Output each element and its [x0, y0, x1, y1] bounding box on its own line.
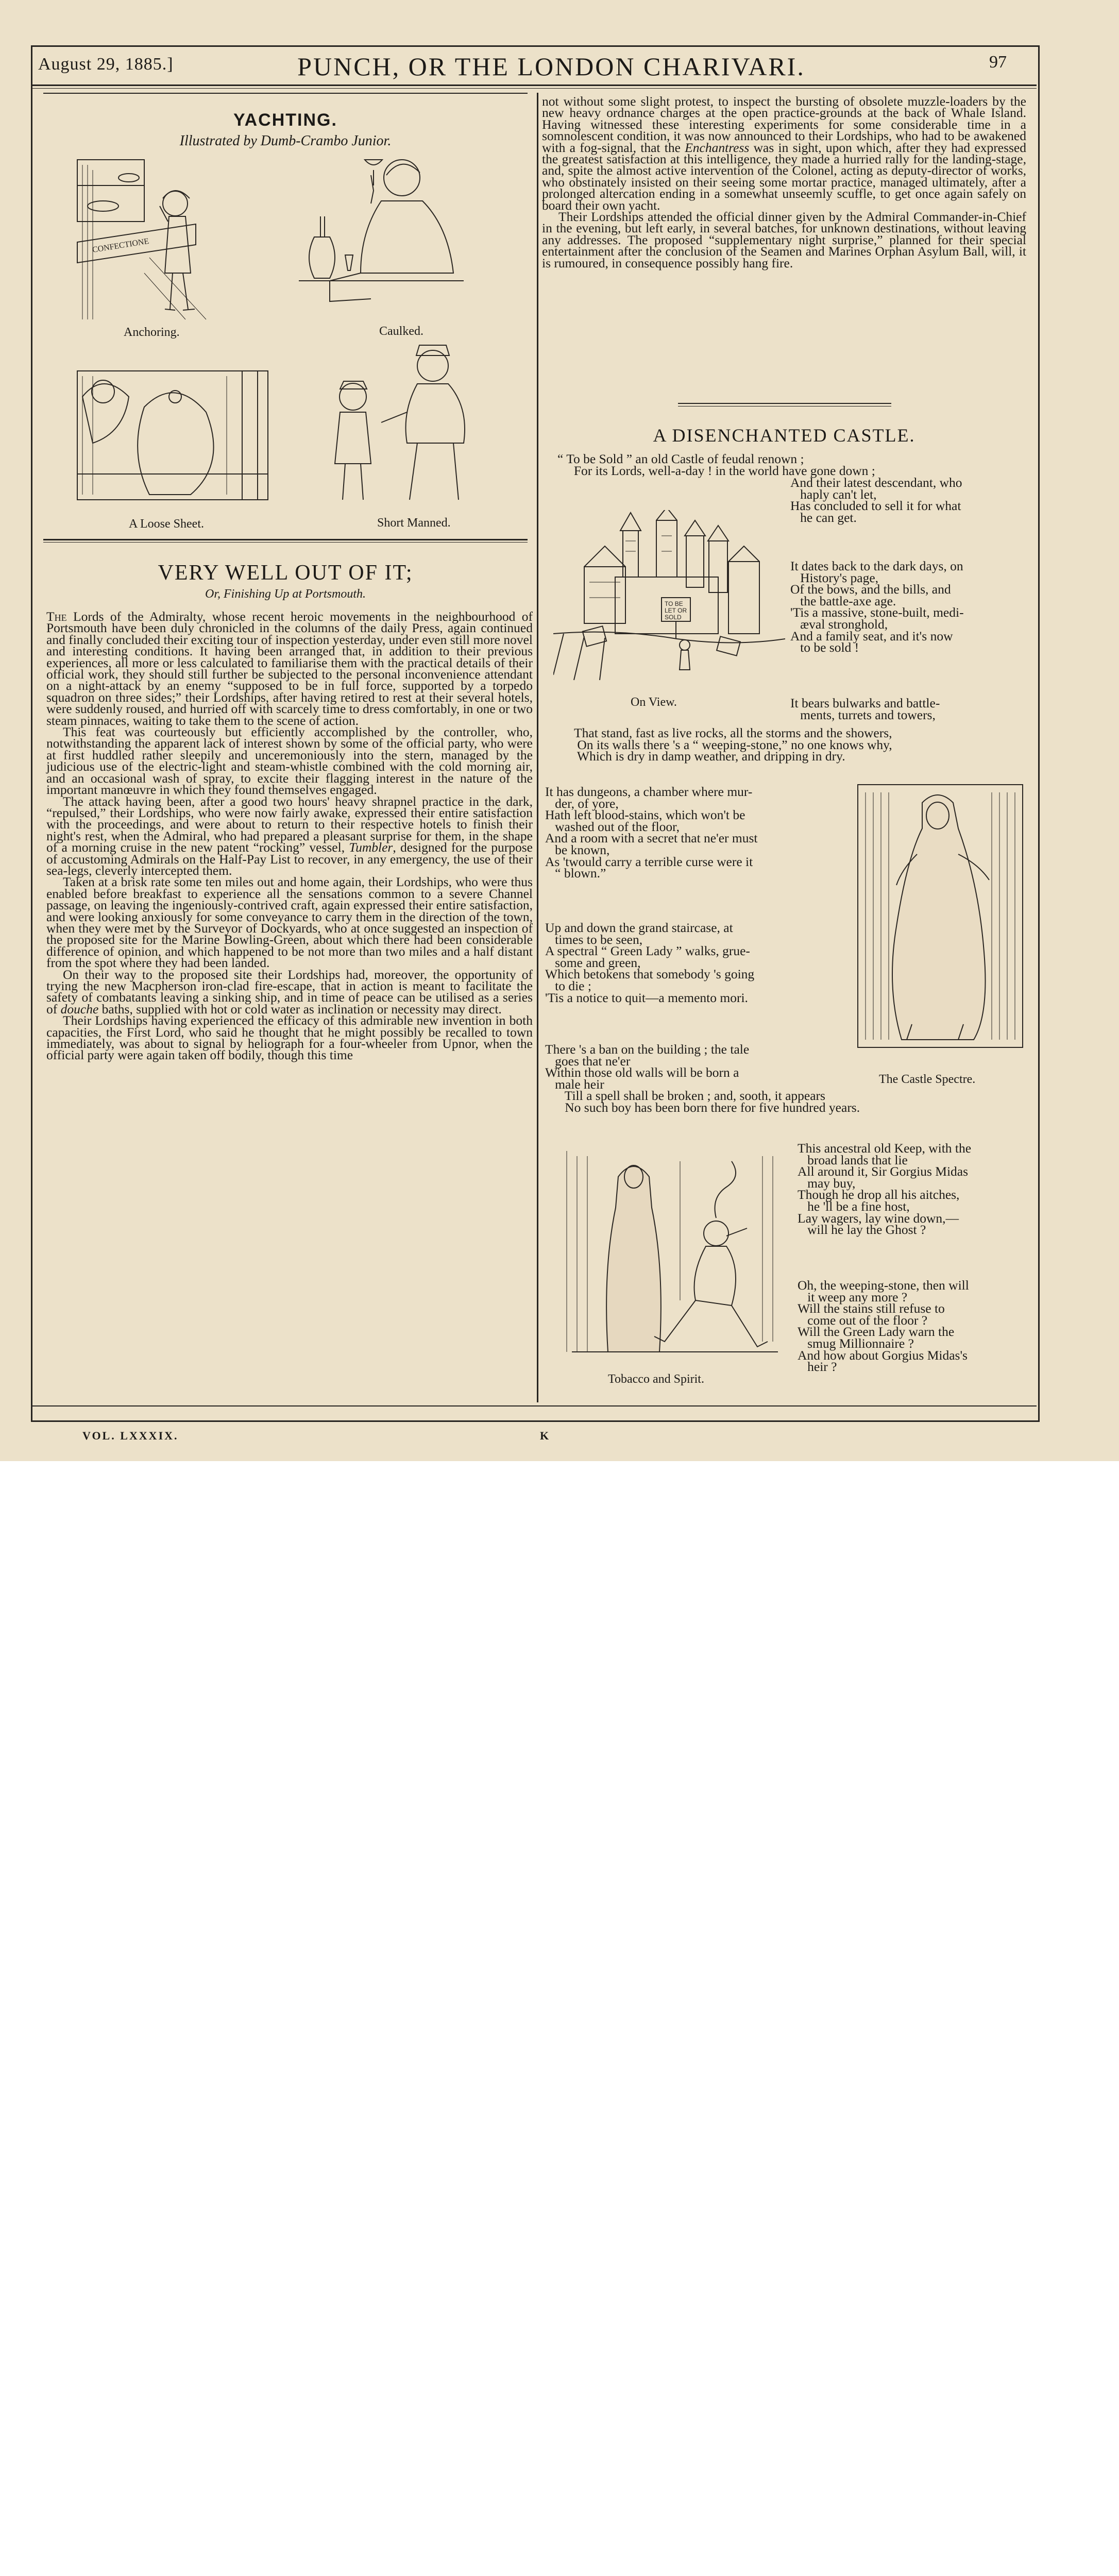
caption-castle-spectre: The Castle Spectre. — [879, 1073, 976, 1086]
castle-spectre-illustration — [855, 782, 1025, 1050]
yachting-subtitle: Illustrated by Dumb-Crambo Junior. — [179, 133, 392, 149]
article-paragraph-2: This feat was courteously but efficiently accomplished by the controller, who, notwithstanding the apparent lack of interest shown by some of the official party, who were at first huddled rather sleepily and unceremoniously into the stern, managed by the judicious use of the electric-light and steam-whistle combined with the cold morning air, and an occasional wash of spray, to excite their flagging interest in the nature of the important manœuvre in which they found themselves engaged. — [46, 724, 533, 798]
poem-stanza-2: It dates back to the dark days, on History's page, Of the bows, and the bills, and the battle-axe age. 'Tis a massive, stone-built, medi- æval stronghold, And a family seat, and it's now to be sold ! — [790, 558, 964, 655]
article-subtitle: Or, Finishing Up at Portsmouth. — [205, 587, 366, 601]
header-rule-thin — [31, 88, 1037, 89]
volume-number: VOL. LXXXIX. — [82, 1429, 179, 1442]
caption-loose-sheet: A Loose Sheet. — [129, 517, 204, 531]
poem-stanza-8: Oh, the weeping-stone, then will it weep any more ? Will the stains still refuse to come out of the floor ? Will the Green Lady warn the smug Millionnaire ? And how about Gorgius Midas's heir ? — [798, 1278, 969, 1375]
article-lead-word: The — [46, 609, 67, 624]
page-number: 97 — [989, 53, 1007, 72]
footer-rule — [31, 1405, 1037, 1406]
article-paragraph-3a: The attack having been, after a good two hours' heavy shrapnel practice in the dark, “repulsed,” their Lordships, who were now fairly awake, expressed their entire satisfaction with the proceedings, and were about to return to their respective hotels to finish their night's rest, when the Admiral, who had prepared a pleasant surprise for them, in the shape of a morning cruise in the new patent “rocking” vessel, — [46, 793, 533, 855]
article-paragraph-5b: baths, supplied with hot or cold water as inclination or necessity may direct. — [101, 1001, 502, 1016]
castle-illustration — [553, 510, 785, 685]
section-rule — [43, 539, 528, 540]
poem-stanza-6: There 's a ban on the building ; the tale goes that ne'er Within those old walls will be born a male heir Till a spell shall be broken ; and, sooth, it appears No such boy has been born there for five hundred years. — [545, 1042, 860, 1115]
section-rule-thin — [43, 542, 528, 543]
yachting-top-rule — [43, 93, 528, 94]
poem-rule — [678, 403, 891, 404]
poem-stanza-4: It has dungeons, a chamber where mur- der, of yore, Hath left blood-stains, which won't be washed out of the floor, And a room with a secret that ne'er must be known, As 'twould carry a terrible curse were it “ blown.” — [545, 784, 758, 881]
poem-stanza-7: This ancestral old Keep, with the broad lands that lie All around it, Sir Gorgius Midas may buy, Though he drop all his aitches, he 'll be a fine host, Lay wagers, lay wine down,— will he lay the Ghost ? — [798, 1141, 972, 1238]
caption-tobacco-and-spirit: Tobacco and Spirit. — [608, 1372, 704, 1386]
article-paragraph-5a: On their way to the proposed site their Lordships had, moreover, the opportunity of trying the new Macpherson iron-clad fire-escape, that in action is meant to facilitate the safety of combatants leaving a sinking ship, and in time of peace can be utilised as a series of — [46, 967, 533, 1016]
article-continued-2: Their Lordships attended the official dinner given by the Admiral Commander-in-Chief in the evening, but left early, in several batches, for unknown destinations, without leaving any addresses. The proposed “supplementary night surprise,” planned for their special entertainment after the conclusion of the Seamen and Marines Orphan Asylum Ball, will, it is rumoured, in consequence possibly hang fire. — [542, 209, 1026, 270]
caption-anchoring: Anchoring. — [124, 326, 180, 339]
article-continued-1a: not without some slight protest, to inspect the bursting of obsolete muzzle-loaders by the new heavy ordnance charges at the open practice-grounds at the back of Whale Island. Having witnessed these interesting experiments for some considerable time in a somnolescent condition, it was now announced to their Lordships, who had to be awakened with a fog-signal, that the — [542, 94, 1026, 155]
caulked-illustration — [299, 160, 464, 301]
article-title: VERY WELL OUT OF IT; — [158, 561, 413, 585]
douche-word: douche — [60, 1001, 99, 1016]
confectioner-sign: CONFECTIONE — [91, 236, 150, 255]
poem-stanza-1: And their latest descendant, who haply can't let, Has concluded to sell it for what he can get. — [790, 475, 962, 525]
masthead-title: PUNCH, OR THE LONDON CHARIVARI. — [297, 52, 805, 81]
caption-short-manned: Short Manned. — [377, 516, 451, 530]
article-body-right — [542, 96, 1026, 269]
library-footer-bar — [0, 1461, 1119, 1544]
ship-name-enchantress: Enchantress — [685, 140, 750, 155]
caption-on-view: On View. — [631, 696, 677, 709]
ship-name-tumbler: Tumbler — [349, 840, 393, 855]
poem-stanza-3-full: That stand, fast as live rocks, all the storms and the showers, On its walls there 's a “ weeping-stone,” no one knows why, Which is dry in damp weather, and dripping in dry. — [574, 725, 892, 764]
signature-mark: K — [540, 1429, 549, 1442]
header-rule — [31, 84, 1037, 86]
poem-opening: “ To be Sold ” an old Castle of feudal renown ; For its Lords, well-a-day ! in the world have gone down ; — [557, 451, 875, 478]
article-paragraph-1: Lords of the Admiralty, whose recent heroic movements in the neighbourhood of Portsmouth have been duly chronicled in the columns of the daily Press, again continued and finally concluded their exciting tour of inspection yesterday, under even still more novel and interesting conditions. It having been arranged that, in addition to their previous experiences, all more or less calculated to familiarise them with the practical details of their official work, they should still further be subjected to the personal inconvenience attendant on a night-attack by an enemy “supposed to be in full force, supported by a torpedo squadron on three sides;” their Lordships, after having retired to rest at their several hotels, were suddenly roused, and hurried off with scarcely time to dress comfortably, in one or two steam pinnaces, waiting to take them to the scene of action. — [46, 609, 533, 728]
caption-caulked: Caulked. — [379, 325, 423, 338]
article-paragraph-4: Taken at a brisk rate some ten miles out and home again, their Lordships, who were thus enabled before breakfast to experience all the sensations common to a severe Channel passage, on leaving the ingeniously-contrived craft, again expressed their entire satisfaction, and were looking anxiously for some conveyance to carry them in the direction of the town, when they were met by the Surveyor of Dockyards, who at once suggested an inspection of the proposed site for the Marine Bowling-Green, about which there had been considerable difference of opinion, and which happened to be not more than two miles and a half distant from the spot where they had been landed. — [46, 874, 533, 971]
short-manned-illustration — [335, 345, 465, 500]
article-continued-1b: was in sight, upon which, after they had expressed the greatest satisfaction at this intelligence, they made a hurried rally for the landing-stage, and, spite the almost active intervention of the Colonel, acting as deputy-director of works, who obstinately insisted on their seeing some mortar practice, managed ultimately, after a prolonged altercation ending in a somewhat unseemly scuffle, to get once again safely on board their own yacht. — [542, 140, 1026, 213]
yachting-title: YACHTING. — [233, 110, 337, 130]
article-body-left — [46, 611, 533, 1061]
article-paragraph-6: Their Lordships having experienced the efficacy of this admirable new invention in both capacities, the First Lord, who said he thought that he might possibly be recalled to town immediately, was about to signal by heliograph for a four-wheeler from Upnor, when the official party were again taken off bodily, though this time — [46, 1013, 533, 1063]
column-rule — [537, 93, 538, 1402]
poem-title: A DISENCHANTED CASTLE. — [653, 425, 915, 446]
anchoring-illustration — [77, 160, 206, 319]
poem-stanza-5: Up and down the grand staircase, at times to be seen, A spectral “ Green Lady ” walks, grue- some and green, Which betokens that somebody 's going to die ; 'Tis a notice to quit—a memento mori. — [545, 920, 755, 1005]
tobacco-and-spirit-illustration — [562, 1146, 788, 1362]
castle-sign: TO BE LET OR SOLD — [665, 600, 687, 621]
loose-sheet-illustration — [77, 371, 268, 500]
poem-stanza-3: It bears bulwarks and battle- ments, turrets and towers, — [790, 696, 940, 722]
article-paragraph-3b: , designed for the purpose of accustoming Admirals on the Half-Pay List to recover, in any emergency, the use of their sea-legs, cleverly intercepted them. — [46, 840, 533, 878]
issue-date: August 29, 1885.] — [38, 55, 174, 74]
